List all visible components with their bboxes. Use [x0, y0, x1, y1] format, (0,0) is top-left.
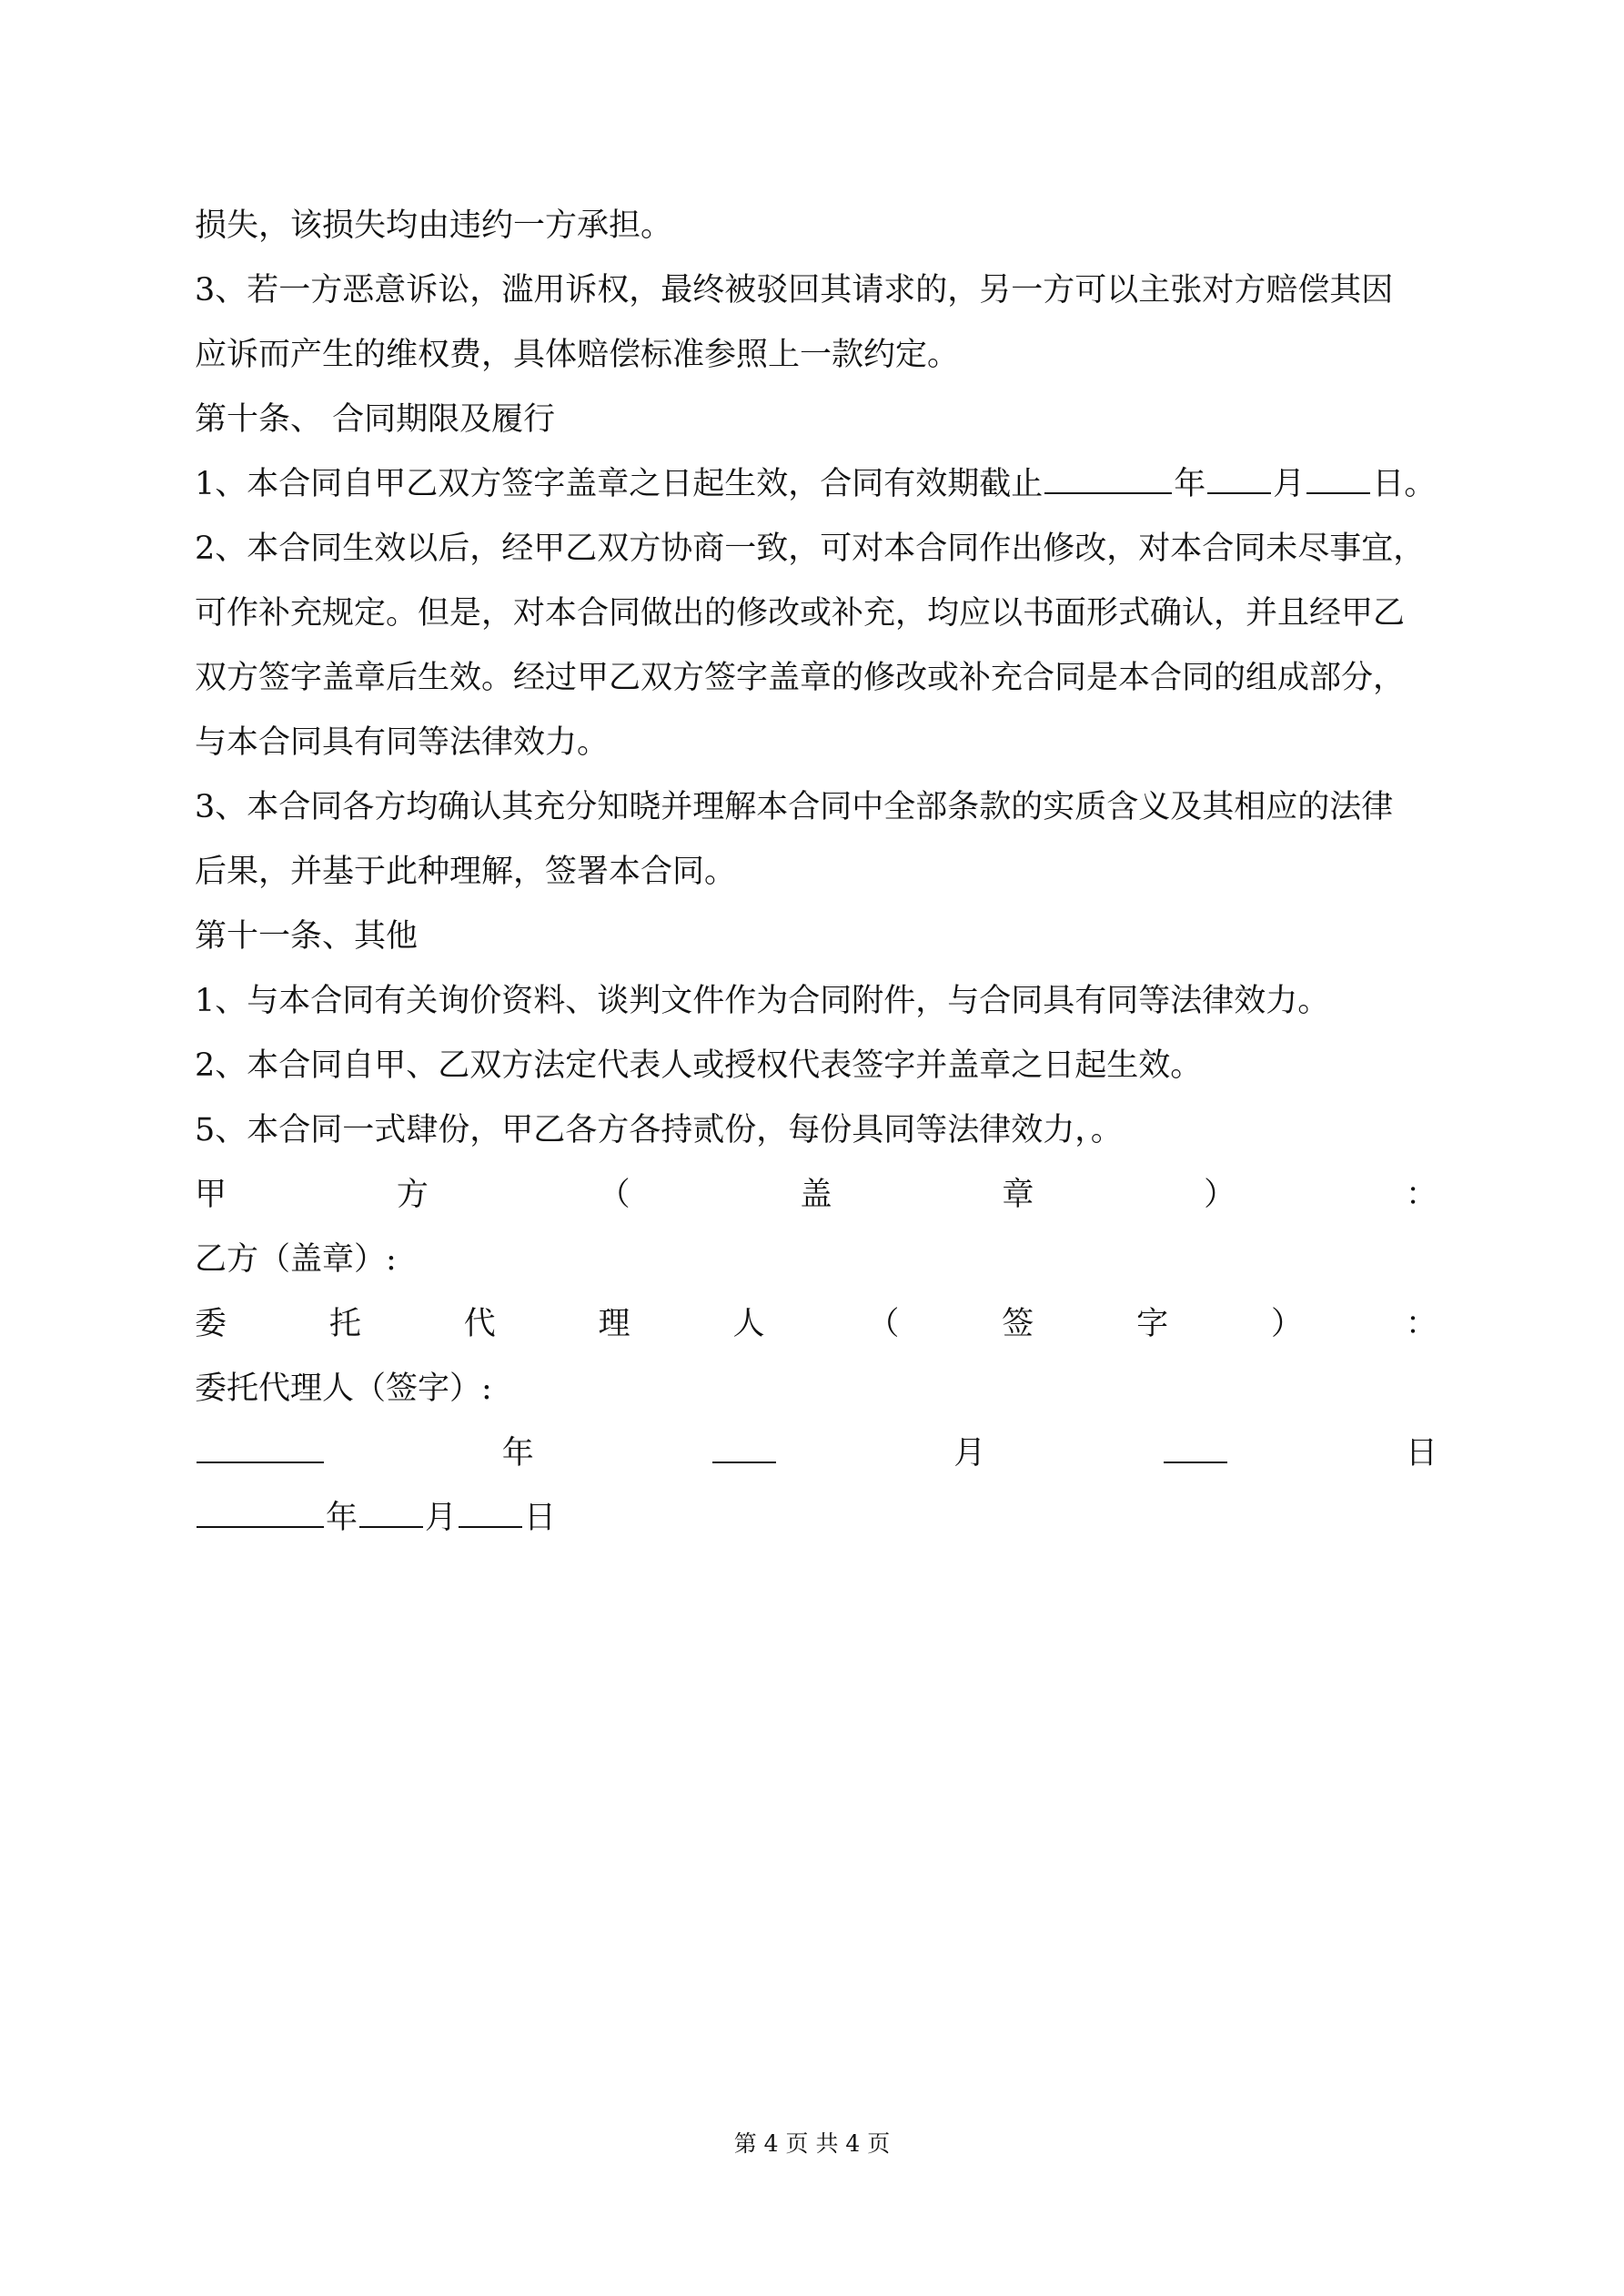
date-day-blank [1164, 1434, 1227, 1463]
date-month-label: 月 [425, 1500, 458, 1536]
date-line-spread [195, 1421, 1437, 1486]
agent-a-char: 字 [1136, 1306, 1169, 1342]
paragraph-line-1: 损失，该损失均由违约一方承担。 [195, 207, 673, 244]
date-year-label: 年 [501, 1435, 534, 1472]
article-10-clause-3-line-1: 3、本合同各方均确认其充分知晓并理解本合同中全部条款的实质含义及其相应的法律 [195, 789, 1394, 825]
article-10-clause-2-line-1: 2、本合同生效以后，经甲乙双方协商一致，可对本合同作出修改，对本合同未尽事宜， [195, 531, 1426, 567]
agent-b-sign-line: 委托代理人（签字）: [195, 1371, 492, 1407]
date-year-blank [197, 1499, 324, 1528]
article-10-clause-1 [195, 452, 1437, 517]
date-line-compact [195, 1486, 1437, 1551]
date-day-blank [459, 1499, 522, 1528]
agent-a-char: ） [1271, 1306, 1304, 1342]
agent-a-char: 签 [1002, 1306, 1034, 1342]
page-number-footer: 第 4 页 共 4 页 [733, 2130, 891, 2157]
date-day-label: 日 [1405, 1435, 1437, 1472]
month-label: 月 [1273, 466, 1306, 502]
date-month-label: 月 [953, 1435, 986, 1472]
party-a-char: ： [1405, 1177, 1437, 1213]
article-10-heading: 第十条、 合同期限及履行 [195, 401, 556, 438]
month-blank [1207, 465, 1271, 494]
article-11-clause-1: 1、与本合同有关询价资料、谈判文件作为合同附件，与合同具有同等法律效力。 [195, 983, 1330, 1019]
agent-a-char: 代 [463, 1306, 496, 1342]
party-b-seal-line: 乙方（盖章）: [195, 1241, 397, 1278]
agent-a-char: 托 [328, 1306, 361, 1342]
party-a-char: 甲 [195, 1177, 227, 1213]
party-a-char: （ [598, 1177, 630, 1213]
date-month-blank [712, 1434, 776, 1463]
article-10-clause-2-line-4: 与本合同具有同等法律效力。 [195, 724, 610, 761]
party-a-char: ） [1204, 1177, 1236, 1213]
clause-1-text: 1、本合同自甲乙双方签字盖章之日起生效，合同有效期截止 [195, 466, 1044, 502]
agent-a-char: 委 [195, 1306, 227, 1342]
party-a-seal-line [195, 1163, 1437, 1228]
document-body [195, 194, 1437, 1551]
date-day-label: 日 [524, 1500, 557, 1536]
agent-a-char: ： [1405, 1306, 1437, 1342]
clause-3-line-1: 3、若一方恶意诉讼，滥用诉权，最终被驳回其请求的，另一方可以主张对方赔偿其因 [195, 272, 1394, 308]
agent-a-char: 理 [598, 1306, 630, 1342]
day-label: 日。 [1372, 466, 1437, 502]
article-10-clause-2-line-2: 可作补充规定。但是，对本合同做出的修改或补充，均应以书面形式确认，并且经甲乙 [195, 595, 1406, 632]
agent-a-char: 人 [732, 1306, 765, 1342]
agent-a-char: （ [867, 1306, 900, 1342]
party-a-char: 盖 [800, 1177, 832, 1213]
article-11-clause-5: 5、本合同一式肆份，甲乙各方各持贰份，每份具同等法律效力，。 [195, 1112, 1123, 1148]
year-label: 年 [1174, 466, 1206, 502]
party-a-char: 方 [396, 1177, 429, 1213]
day-blank [1306, 465, 1370, 494]
article-10-clause-2-line-3: 双方签字盖章后生效。经过甲乙双方签字盖章的修改或补充合同是本合同的组成部分， [195, 660, 1406, 696]
clause-3-line-2: 应诉而产生的维权费，具体赔偿标准参照上一款约定。 [195, 337, 960, 373]
agent-a-sign-line [195, 1292, 1437, 1357]
article-11-heading: 第十一条、其他 [195, 918, 419, 955]
date-year-blank [197, 1434, 324, 1463]
year-blank [1044, 465, 1172, 494]
article-11-clause-2: 2、本合同自甲、乙双方法定代表人或授权代表签字并盖章之日起生效。 [195, 1047, 1203, 1084]
party-a-char: 章 [1002, 1177, 1034, 1213]
date-month-blank [359, 1499, 423, 1528]
date-year-label: 年 [326, 1500, 358, 1536]
article-10-clause-3-line-2: 后果，并基于此种理解，签署本合同。 [195, 854, 737, 890]
